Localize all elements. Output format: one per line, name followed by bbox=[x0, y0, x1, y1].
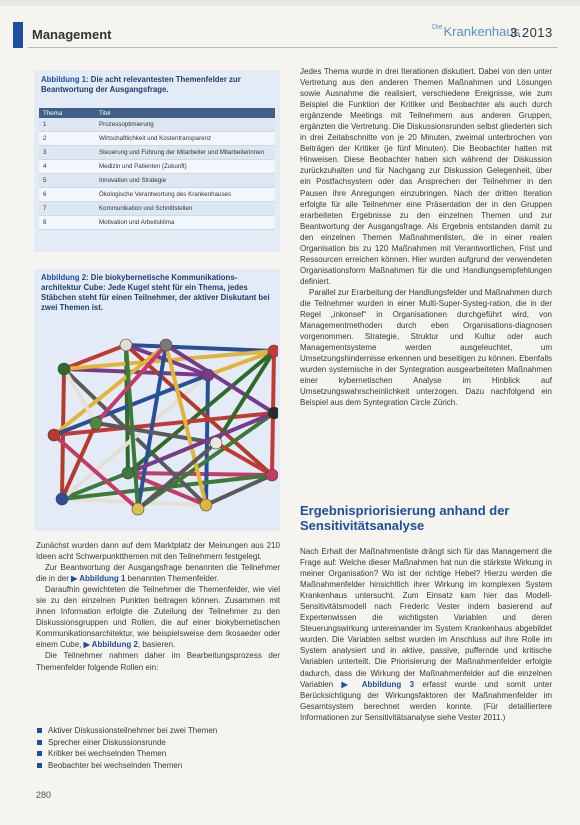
logo-prefix: Die bbox=[432, 24, 443, 31]
figure-1-caption-text: Die acht relevantesten Themenfelder zur Beantwortung der Ausgangsfrage. bbox=[41, 75, 241, 94]
header-rule bbox=[28, 47, 558, 48]
figure-2-caption bbox=[41, 273, 275, 313]
section-heading: Ergebnispriorisierung anhand der Sensitivitätsanalyse bbox=[300, 503, 510, 533]
paragraph: Parallel zur Erarbeitung der Handlungsfelder und Maßnahmen durch die Teilnehmer wurden in einer Multi-Super-Systeg-ration, die in der Regel „inkonsef“ in Organisationen durchgeführt wird, von Managementmethoden durch eben Organisations-diagnosen vorgenommen. Strategie, Struktur und Kultur oder auch Managementsysteme werden ausgeleuchtet, um Umsetzungshindernisse erkennen und beseitigen zu können. Ebenfalls wurden systemische in der Syntegration ausgearbeiteten Maßnahmen einer kybernetischen Analyse im Hinblick auf Umsetzungswahrscheinlichkeit unterzogen. Dazu nachfolgend ein Beispiel aus dem Syntegration Circle Zürich. bbox=[300, 287, 552, 408]
topic-number: 8 bbox=[39, 216, 95, 230]
text-run: benannten Themenfelder. bbox=[125, 574, 219, 584]
topic-title: Innovation und Strategie bbox=[95, 174, 275, 188]
topic-ball bbox=[48, 429, 60, 441]
paragraph: Zunächst wurden dann auf dem Marktplatz der Meinungen aus 210 Ideen acht Schwerpunktthemen mit den Teilnehmern festgelegt. bbox=[36, 541, 280, 562]
topic-title: Prozessoptimierung bbox=[95, 118, 275, 132]
figure-2-label: Abbildung 2: bbox=[41, 273, 89, 282]
section-marker bbox=[13, 22, 23, 48]
text-run: Daraufhin gewichteten die Teilnehmer die Themenfelder, wie viel sie zu den einzelnen Punkten beitragen können. Zusammen mit ihnen Information erfolgte die Zuteilung der Teilnehmer zu den Diskussionsgruppen und Rollen, die auf einer biokybernetischen Kommunikationsarchitektur, wie beispielsweise dem Ikosaeder oder einem Cube, bbox=[36, 585, 280, 650]
text-run: Zur Beantwortung der Ausgangsfrage benannten die Teilnehmer die in der bbox=[36, 563, 280, 584]
topic-title: Wirtschaftlichkeit und Kostentransparenz bbox=[95, 132, 275, 146]
left-column-text bbox=[36, 540, 280, 673]
cube-illustration bbox=[36, 323, 278, 529]
topic-ball bbox=[266, 469, 278, 481]
topic-title: Kommunikation und Schnittstellen bbox=[95, 202, 275, 216]
paragraph bbox=[36, 584, 280, 650]
table-header-topic: Thema bbox=[39, 108, 95, 118]
list-item: Sprecher einer Diskussionsrunde bbox=[36, 737, 280, 749]
topic-ball bbox=[202, 369, 214, 381]
topic-ball bbox=[90, 417, 102, 429]
topic-title: Medizin und Patienten (Zukunft) bbox=[95, 160, 275, 174]
paragraph: Die Teilnehmer nahmen daher im Bearbeitungsprozess der Themenfelder folgende Rollen ein: bbox=[36, 651, 280, 672]
figure-2-caption-text: Die biokybernetische Kommunikations-architektur Cube: Jede Kugel steht für ein Thema, jedes Stäbchen steht für einen Teilnehmer, der aktiver Diskutant bei zwei Themen ist. bbox=[41, 273, 270, 312]
paragraph: Jedes Thema wurde in drei Iterationen diskutiert. Dabei von den unter Vertretung aus den anderen Themen Maßnahmen und Lösungen sowie Ausnahme die realisiert, verschiedene Ereignisse, wie zum Beispiel die Funktion der Kritiker und Beobachter als auch durch ergänzende Meetings mit Teilnehmern aus anderen Gruppen, ergänzten die Vertretung. Die Diskussionsrunden selbst gliederten sich in drei Zeitabschnitte von je 20 Minuten, zweimal unterbrochen von Beiträgen der Kritiker (je fünf Minuten). Die Beobachter hatten mit Hinweisen. Diese Beobachter haben sich während der Diskussion zurückzuhalten und für Nachgang zur Diskussion Gelegenheit, über ein Postfachsystem oder das Ansprechen der Teilnehmer in den Pausen ihre Anregungen einzubringen. Nach der dritten Iteration erfolgte für alle Teilnehmer eine Präsentation der in den Gruppen erarbeiteten Ergebnisse zu den einzelnen Themen und zur Beantwortung der Ausgangsfrage. Als Ergebnis entstanden damit zu den einzelnen Themen Maßnahmenlisten, die in einer realen Organisation bis zu 120 Maßnahmen mit Verantwortlichen, Frist und Ressourcen erreichen können. Hier wurden aufgrund der verwendeten Organisationsform Maßnahmen für die und Handlungsempfehlungen definiert. bbox=[300, 67, 552, 286]
topics-table-body bbox=[39, 118, 275, 230]
figure-2-box bbox=[34, 269, 280, 531]
topic-number: 4 bbox=[39, 160, 95, 174]
paragraph bbox=[36, 562, 280, 584]
topic-ball bbox=[122, 467, 134, 479]
table-row bbox=[39, 160, 275, 174]
table-row bbox=[39, 132, 275, 146]
connector-rod bbox=[54, 345, 166, 435]
figure-1-label: Abbildung 1: bbox=[41, 75, 89, 84]
table-header-row bbox=[39, 108, 275, 118]
table-row bbox=[39, 188, 275, 202]
figure-1-caption bbox=[41, 75, 273, 95]
logo-text: Krankenhaus bbox=[443, 24, 521, 39]
magazine-logo bbox=[432, 24, 520, 39]
table-row bbox=[39, 202, 275, 216]
roles-bullet-list bbox=[36, 725, 280, 771]
topic-number: 3 bbox=[39, 146, 95, 160]
topic-number: 5 bbox=[39, 174, 95, 188]
topics-table bbox=[39, 108, 275, 230]
page-number: 280 bbox=[36, 790, 52, 800]
figure-1-box bbox=[34, 70, 280, 252]
table-row bbox=[39, 118, 275, 132]
text-run: Nach Erhalt der Maßnahmenliste drängt sich für das Management die Frage auf: Welche dieser Maßnahmen hat nun die stärkste Wirkung in meiner Organisation? Wo ist der richtige Hebel? Hierzu werden die Maßnahmenfelder hinsichtlich ihrer Wirkung im komplexen System Krankenhaus untersucht. Zum Einsatz kam hier das Modell-Sensitivitätsmodell nach Frederic Vester indem basierend auf Expertenwissen die wichtigsten Variablen und deren Steuerungswirkung untereinander im System Krankenhaus abgebildet wurden. Die Variablen selbst wurden im Anschluss auf ihre Rolle im System analysiert und in aktive, passive, puffernde und kritische Variablen unterteilt. Die Priorisierung der Maßnahmenfelder erfolgte dadurch, dass die Wirkung der Maßnahmenfelder auf die einzelnen Variablen bbox=[300, 547, 552, 689]
figure-3-reference[interactable]: ▶ Abbildung 3 bbox=[341, 679, 415, 689]
text-run: , basieren. bbox=[137, 640, 176, 650]
paragraph bbox=[300, 546, 552, 723]
topic-number: 6 bbox=[39, 188, 95, 202]
topic-ball bbox=[268, 345, 278, 357]
figure-1-reference[interactable]: ▶ Abbildung 1 bbox=[71, 574, 126, 584]
topic-number: 2 bbox=[39, 132, 95, 146]
topic-number: 7 bbox=[39, 202, 95, 216]
topic-number: 1 bbox=[39, 118, 95, 132]
topic-title: Ökologische Verantwortung des Krankenhauses bbox=[95, 188, 275, 202]
right-column-text bbox=[300, 66, 552, 408]
topic-title: Steuerung und Führung der Mitarbeiter und Mitarbeiterinnen bbox=[95, 146, 275, 160]
list-item: Aktiver Diskussionsteilnehmer bei zwei Themen bbox=[36, 725, 280, 737]
topic-title: Motivation und Arbeitsklima bbox=[95, 216, 275, 230]
topic-ball bbox=[200, 499, 212, 511]
text-run: erfasst wurde und somit unter Berücksichtigung der Wirkungsfaktoren der Maßnahmenfelder im Gesamtsystem berechnet werden konnte. (Für detailliertere Informationen zur Sensitivitätsanalyse siehe Vester 2011.) bbox=[300, 679, 553, 722]
connector-rod bbox=[216, 351, 274, 443]
table-row bbox=[39, 146, 275, 160]
list-item: Beobachter bei wechselnden Themen bbox=[36, 760, 280, 772]
table-row bbox=[39, 216, 275, 230]
topic-ball bbox=[210, 437, 222, 449]
topic-ball bbox=[268, 407, 278, 419]
topic-ball bbox=[56, 493, 68, 505]
table-row bbox=[39, 174, 275, 188]
page-top-edge bbox=[0, 0, 580, 6]
table-header-title: Titel bbox=[95, 108, 275, 118]
topic-ball bbox=[58, 363, 70, 375]
section-title: Management bbox=[32, 27, 112, 42]
topic-ball bbox=[160, 339, 172, 351]
right-column-text-2 bbox=[300, 546, 552, 723]
list-item: Kritiker bei wechselnden Themen bbox=[36, 748, 280, 760]
issue-number: 3.2013 bbox=[510, 25, 553, 40]
figure-2-reference[interactable]: ▶ Abbildung 2 bbox=[83, 640, 138, 650]
connector-rod bbox=[126, 345, 274, 351]
topic-ball bbox=[132, 503, 144, 515]
topic-ball bbox=[120, 339, 132, 351]
